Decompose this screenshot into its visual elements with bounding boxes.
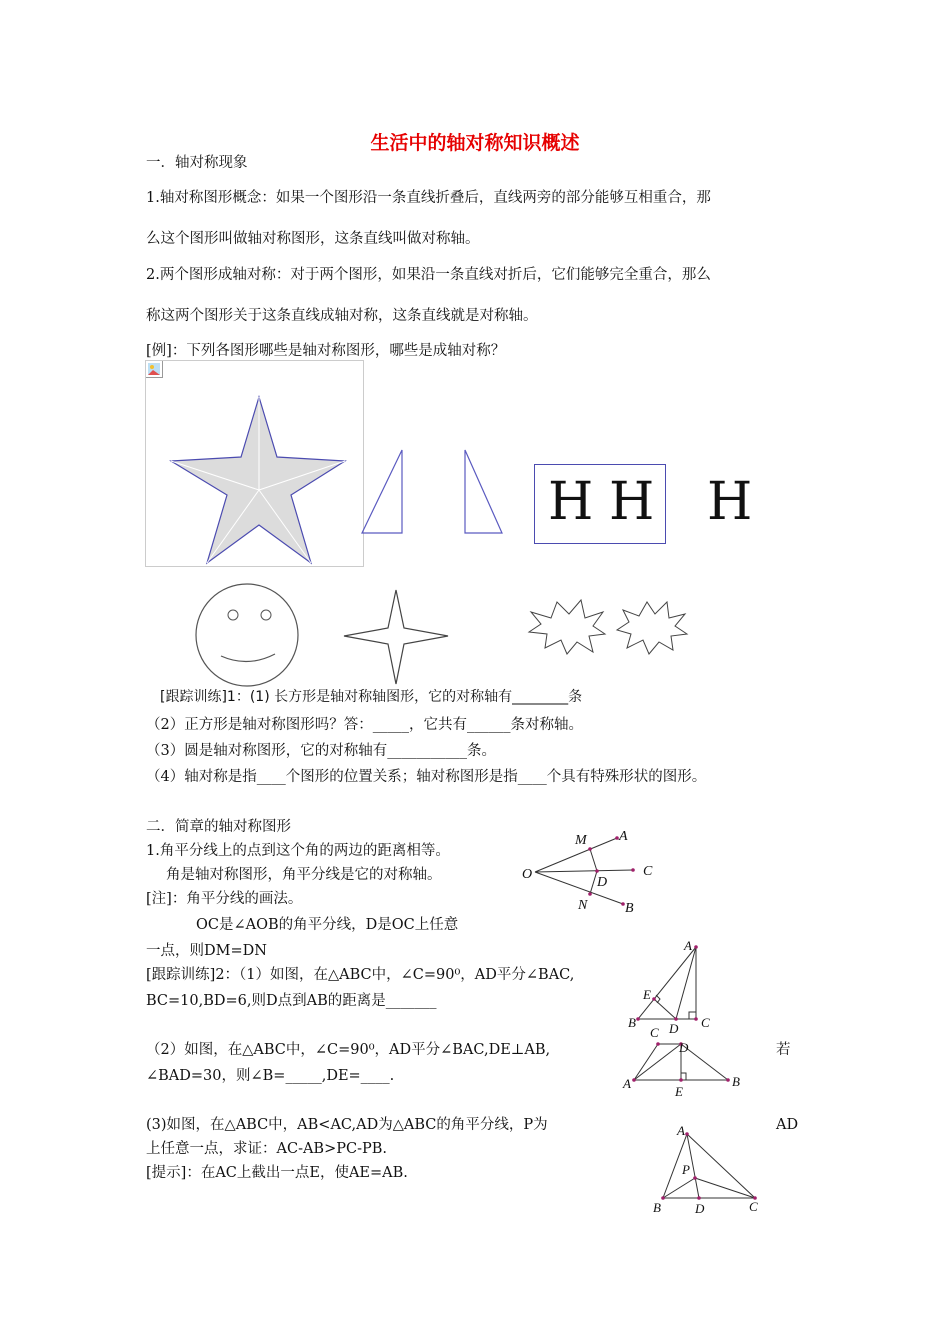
question-4: （4）轴对称是指____个图形的位置关系；轴对称图形是指____个具有特殊形状的图形。 (146, 769, 707, 785)
label-m: M (575, 833, 587, 848)
letter-h-3: H (707, 472, 753, 532)
label-a: A (619, 829, 628, 844)
label-a: A (684, 938, 692, 953)
letter-h-1: H (548, 472, 594, 532)
note-line2: OC是∠AOB的角平分线，D是OC上任意 (196, 917, 459, 933)
smiley-face-figure (193, 580, 303, 690)
practice-2-line1: [跟踪训练]2：（1）如图，在△ABC中，∠C=90⁰，AD平分∠BAC, (146, 967, 575, 983)
right-triangle-figure-2 (618, 1020, 748, 1100)
note-label: [注]：角平分线的画法。 (146, 891, 303, 907)
label-b: B (732, 1074, 740, 1089)
label-p: P (682, 1162, 690, 1177)
label-b: B (653, 1200, 661, 1215)
section2-p2: 角是轴对称图形，角平分线是它的对称轴。 (166, 867, 442, 883)
q3-right: AD (776, 1117, 799, 1133)
label-d: D (597, 875, 608, 890)
label-c: C (749, 1199, 758, 1214)
label-a: A (677, 1123, 685, 1138)
section1-p1-line2: 么这个图形叫做轴对称图形，这条直线叫做对称轴。 (146, 231, 480, 247)
label-a: A (623, 1076, 631, 1091)
label-e: E (643, 987, 651, 1002)
label-d: D (695, 1201, 705, 1216)
triangle-pair-figure (355, 445, 510, 540)
example-prompt: [例]：下列各图形哪些是轴对称图形，哪些是成轴对称？ (146, 343, 506, 359)
angle-bisector-figure (515, 822, 665, 922)
q2-right: 若 (776, 1042, 791, 1058)
section2-p1: 1.角平分线上的点到这个角的两边的距离相等。 (146, 843, 450, 859)
q3-line2: 上任意一点，求证：AC-AB>PC-PB. (146, 1141, 388, 1157)
question-3: （3）圆是轴对称图形，它的对称轴有___________条。 (146, 743, 496, 759)
section1-p2-line1: 2.两个图形成轴对称：对于两个图形，如果沿一条直线对折后，它们能够完全重合，那么 (146, 267, 711, 283)
label-c: C (650, 1025, 659, 1040)
label-c: C (643, 864, 653, 879)
four-point-star-figure (340, 588, 452, 688)
five-point-star-figure (145, 360, 363, 566)
q2-line1: （2）如图，在△ABC中，∠C=90⁰，AD平分∠BAC,DE⊥AB, (146, 1042, 551, 1058)
label-c: C (701, 1015, 710, 1030)
section1-p1-line1: 1.轴对称图形概念：如果一个图形沿一条直线折叠后，直线两旁的部分能够互相重合，那 (146, 190, 711, 206)
letter-h-2: H (609, 472, 655, 532)
question-2: （2）正方形是轴对称图形吗？答：_____，它共有______条对称轴。 (146, 717, 583, 733)
label-d: D (679, 1040, 689, 1055)
page-title: 生活中的轴对称知识概述 (370, 132, 580, 154)
section1-heading: 一．轴对称现象 (146, 155, 248, 171)
section2-heading: 二．简章的轴对称图形 (146, 819, 291, 835)
section1-p2-line2: 称这两个图形关于这条直线成轴对称，这条直线就是对称轴。 (146, 308, 538, 324)
hint-line: [提示]：在AC上截出一点E，使AE=AB. (146, 1165, 408, 1181)
practice-2-line2: BC=10,BD=6,则D点到AB的距离是_______ (146, 993, 437, 1009)
practice-1-label: [跟踪训练]1：(1) 长方形是轴对称轴图形，它的对称轴有________条 (160, 689, 583, 705)
label-d: D (669, 1021, 679, 1036)
q2-line2: ∠BAD=30，则∠B=_____,DE=____. (146, 1068, 395, 1084)
label-e: E (675, 1084, 683, 1099)
label-b: B (628, 1015, 636, 1030)
triangle-figure-3 (645, 1118, 770, 1218)
label-b: B (625, 901, 634, 916)
label-o: O (522, 867, 533, 882)
q3-line1: (3)如图，在△ABC中，AB<AC,AD为△ABC的角平分线，P为 (146, 1117, 548, 1133)
note-line3: 一点，则DM=DN (146, 943, 267, 959)
label-n: N (578, 898, 588, 913)
burst-pair-figure (523, 598, 693, 658)
